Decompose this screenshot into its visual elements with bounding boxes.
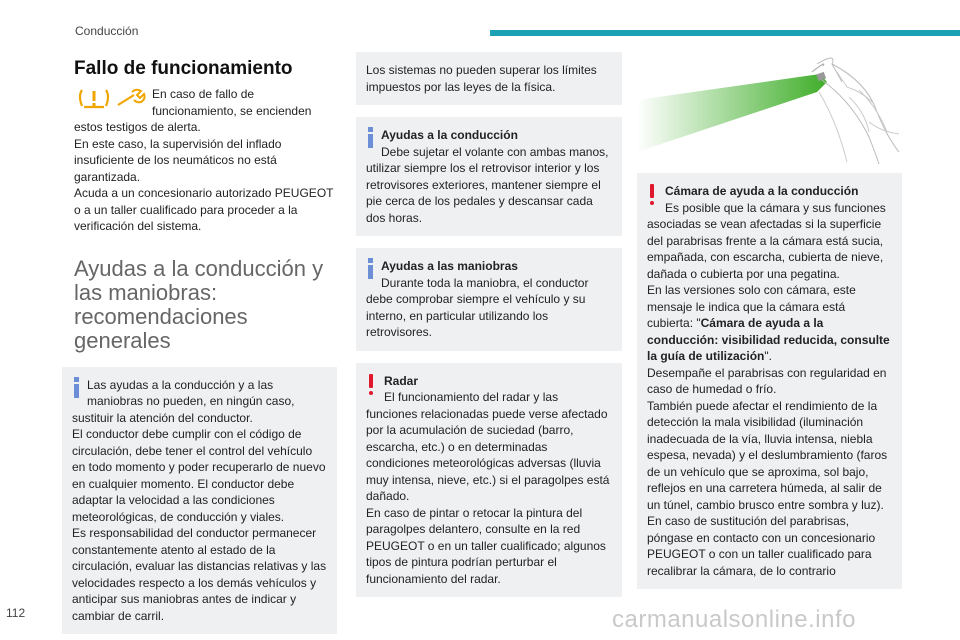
camera-text-1: Es posible que la cámara y sus funciones asociadas se vean afectadas si la superficie del parabrisas frente a la cámara está sucia, empañada, con escarcha, cubierta de nieve, dañada o cubierta por una pegatina. bbox=[647, 200, 886, 281]
header-accent-bar bbox=[490, 30, 960, 36]
column-left bbox=[62, 52, 337, 640]
camera-title: Cámara de ayuda a la conducción bbox=[665, 184, 859, 198]
column-middle bbox=[356, 52, 622, 609]
car-windshield-image bbox=[637, 52, 902, 167]
page-number: 112 bbox=[6, 606, 26, 620]
camera-text-2b: ". bbox=[764, 349, 772, 363]
maneuver-aids-box bbox=[356, 248, 622, 351]
general-box-p2: El conductor debe cumplir con el código de circulación, debe tener el control del vehículo en todo momento y poder recuperarlo de nuevo en cualquier momento. El conductor debe adaptar la velocidad a las condiciones meteorológicas, de conducción y viales. bbox=[72, 427, 326, 524]
camera-message: Cámara de ayuda a la conducción: visibilidad reducida, consulte la guía de utilización bbox=[647, 316, 890, 363]
radar-box bbox=[356, 363, 622, 598]
maneuver-aids-text: Durante toda la maniobra, el conductor debe comprobar siempre el vehículo y su interno, en particular utilizando los retrovisores. bbox=[366, 275, 589, 339]
service-wrench-icon bbox=[114, 86, 148, 110]
info-icon bbox=[366, 127, 375, 147]
fallo-intro-text: En caso de fallo de funcionamiento, se encienden bbox=[152, 87, 312, 118]
camera-text-5: En caso de sustitución del parabrisas, póngase en contacto con un concesionario PEUGEOT o con un taller cualificado para recalibrar la cámara, de lo contrario bbox=[647, 514, 876, 578]
camera-box bbox=[637, 173, 902, 589]
column-right bbox=[637, 52, 902, 601]
maneuver-aids-title: Ayudas a las maniobras bbox=[381, 259, 518, 273]
watermark: carmanualsonline.info bbox=[612, 606, 856, 633]
radar-text-1: El funcionamiento del radar y las funciones relacionadas puede verse afectado por la acumulación de suciedad (barro, escarcha, etc.) o en determinadas condiciones meteorológicas adversas (lluvia muy intensa, nieve, etc.) si el paragolpes está dañado. bbox=[366, 390, 610, 503]
windshield-camera-illustration bbox=[637, 52, 902, 167]
warning-exclamation-icon bbox=[366, 373, 376, 395]
general-box-p3: Es responsabilidad del conductor permanecer constantemente atento al estado de la circulación, evaluar las distancias relativas y las velocidades respecto a los demás vehículos y anticipar sus maniobras antes de indicar y cambiar de carril. bbox=[72, 526, 327, 623]
driving-aids-text: Debe sujetar el volante con ambas manos, utilizar siempre los el retrovisor interior y los retrovisores exteriores, mantener siempre el pie cerca de los pedales y descansar cada dos horas. bbox=[366, 144, 609, 225]
physics-limits-box bbox=[356, 52, 622, 105]
fallo-text-1: estos testigos de alerta. bbox=[74, 120, 201, 134]
camera-text-4: También puede afectar el rendimiento de la detección la mala visibilidad (iluminación inadecuada de la vía, lluvia intensa, niebla espesa, nevada) y el deslumbramiento (faros de un vehículo que se aproxima, sol bajo, reflejos en una carretera húmeda, al salir de un túnel, cambio brusco entre sombra y luz). bbox=[647, 398, 888, 512]
camera-text-2a: En las versiones solo con cámara, este mensaje le indica que la cámara está cubierta: " bbox=[647, 283, 856, 330]
fallo-intro-row bbox=[74, 86, 337, 119]
fallo-title: Fallo de funcionamiento bbox=[74, 58, 293, 79]
fallo-text-3: Acuda a un concesionario autorizado PEUGEOT o a un taller cualificado para proceder a la verificación del sistema. bbox=[74, 186, 334, 233]
chapter-title: Conducción bbox=[75, 24, 139, 38]
driving-aids-box bbox=[356, 117, 622, 236]
radar-text-2: En caso de pintar o retocar la pintura del paragolpes delantero, consulte en la red PEUGEOT o en un taller cualificado; algunos tipos de pintura podrían perturbar el funcionamiento del radar. bbox=[366, 505, 606, 586]
radar-title: Radar bbox=[384, 373, 419, 388]
physics-limits-text: Los sistemas no pueden superar los límites impuestos por las leyes de la física. bbox=[366, 63, 597, 94]
camera-text-3: Desempañe el parabrisas con regularidad en caso de humedad o frío. bbox=[647, 365, 887, 396]
section-title: Ayudas a la conducción y las maniobras: recomendaciones generales bbox=[74, 255, 324, 353]
general-recommendations-box bbox=[62, 367, 337, 635]
info-icon bbox=[72, 377, 81, 397]
general-box-p1: Las ayudas a la conducción y a las maniobras no pueden, en ningún caso, sustituir la atención del conductor. bbox=[72, 377, 295, 425]
fallo-block bbox=[74, 86, 337, 235]
warning-lamps bbox=[74, 86, 146, 116]
warning-exclamation-icon bbox=[647, 183, 657, 205]
fallo-text-2: En este caso, la supervisión del inflado insuficiente de los neumáticos no está garantizada. bbox=[74, 136, 282, 184]
info-icon bbox=[366, 258, 375, 278]
camera-text-2 bbox=[647, 282, 892, 365]
driving-aids-title: Ayudas a la conducción bbox=[381, 128, 518, 142]
